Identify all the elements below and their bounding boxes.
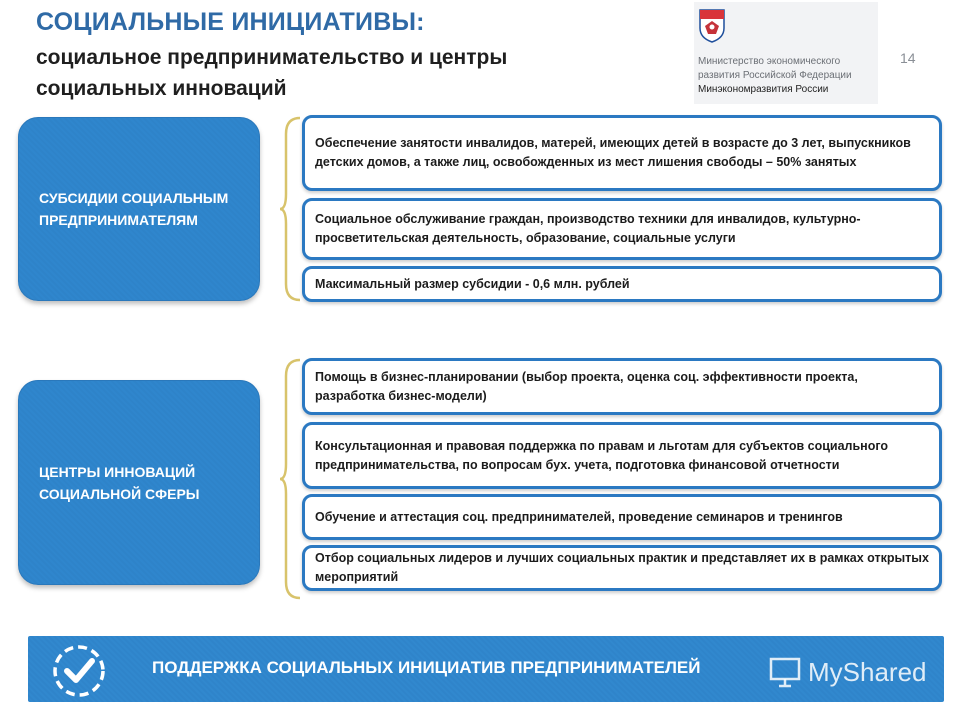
list-item: Помощь в бизнес-планировании (выбор проекта, оценка соц. эффективности проекта, разработка бизнес-модели) [302,358,942,415]
list-item: Консультационная и правовая поддержка по правам и льготам для субъектов социального предпринимательства, по вопросам бух. учета, подготовка финансовой отчетности [302,422,942,489]
ministry-logo-block [694,2,878,104]
brace-icon [278,116,302,302]
page-title: СОЦИАЛЬНЫЕ ИНИЦИАТИВЫ: [36,8,425,36]
banner-text: ПОДДЕРЖКА СОЦИАЛЬНЫХ ИНИЦИАТИВ ПРЕДПРИНИМАТЕЛЕЙ [152,658,701,677]
list-item: Обеспечение занятости инвалидов, матерей, имеющих детей в возрасте до 3 лет, выпускников детских домов, а также лиц, освобожденных из мест лишения свободы – 50% занятых [302,115,942,191]
ministry-short-name: Минэкономразвития России [698,84,829,95]
section-box-innovation-centers [18,380,260,585]
section-title: СУБСИДИИ СОЦИАЛЬНЫМ ПРЕДПРИНИМАТЕЛЯМ [39,190,229,228]
section-title: ЦЕНТРЫ ИННОВАЦИЙ СОЦИАЛЬНОЙ СФЕРЫ [39,463,200,502]
page-subtitle: социальное предпринимательство и центры социальных инноваций [36,46,508,100]
brace-icon [278,358,302,600]
watermark-text: MyShared [808,656,927,687]
list-item: Обучение и аттестация соц. предпринимателей, проведение семинаров и тренингов [302,494,942,540]
section-box-subsidies [18,117,260,301]
list-item: Отбор социальных лидеров и лучших социальных практик и представляет их в рамках открытых мероприятий [302,545,942,591]
ministry-name: Министерство экономического развития Российской Федерации [698,56,852,81]
ministry-emblem-icon [698,8,726,44]
list-item: Социальное обслуживание граждан, производство техники для инвалидов, культурно-просветительская деятельность, образование, социальные услуги [302,198,942,260]
checkmark-circle-icon [50,642,108,700]
page-number: 14 [900,50,916,66]
presentation-board-icon [768,655,802,689]
watermark [768,654,927,690]
list-item: Максимальный размер субсидии - 0,6 млн. рублей [302,266,942,302]
